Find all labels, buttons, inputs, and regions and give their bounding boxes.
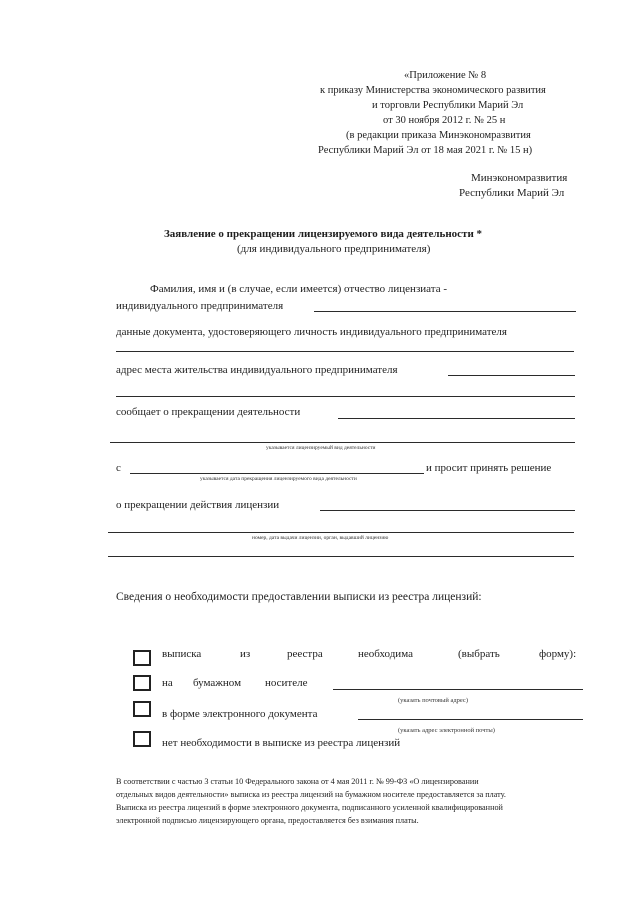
address-field-line-1[interactable] bbox=[448, 375, 575, 376]
date-caption: указывается дата прекращения лицензируемого вида деятельности bbox=[200, 476, 357, 482]
addressee-line-1: Минэкономразвития bbox=[471, 172, 568, 184]
header-line-1: «Приложение № 8 bbox=[404, 70, 487, 81]
footnote-line-1: В соответствии с частью 3 статьи 10 Федерального закона от 4 мая 2011 г. № 99-ФЗ «О лицензировании bbox=[116, 777, 479, 786]
request-label: и просит принять решение bbox=[426, 462, 552, 474]
name-label-line-2: индивидуального предпринимателя bbox=[116, 300, 284, 312]
license-caption: номер, дата выдачи лицензии, орган, выдавший лицензию bbox=[252, 535, 389, 541]
email-caption: (указать адрес электронной почты) bbox=[398, 727, 495, 734]
header-line-4: от 30 ноября 2012 г. № 25 н bbox=[383, 115, 506, 126]
footnote-line-4: электронной подписью лицензирующего органа, предоставляется без взимания платы. bbox=[116, 816, 419, 825]
id-document-label: данные документа, удостоверяющего личность индивидуального предпринимателя bbox=[116, 326, 507, 338]
electronic-option-label: в форме электронного документа bbox=[162, 708, 318, 720]
paper-extract-checkbox[interactable] bbox=[133, 675, 151, 691]
license-label: о прекращении действия лицензии bbox=[116, 499, 280, 511]
from-label: с bbox=[116, 462, 121, 474]
extract-heading: Сведения о необходимости предоставлении выписки из реестра лицензий: bbox=[116, 591, 482, 603]
extract-needed-checkbox[interactable] bbox=[133, 650, 151, 666]
electronic-extract-checkbox[interactable] bbox=[133, 701, 151, 717]
activity-field-line[interactable] bbox=[110, 442, 575, 443]
paper-option-word-1: на bbox=[162, 677, 173, 689]
footnote-line-2: отдельных видов деятельности» выписка из реестра лицензий на бумажном носителе предоставляется за плату. bbox=[116, 790, 506, 799]
header-line-3: и торговли Республики Марий Эл bbox=[372, 100, 524, 111]
termination-field-line-1[interactable] bbox=[338, 418, 575, 419]
no-extract-checkbox[interactable] bbox=[133, 731, 151, 747]
name-label-line-1: Фамилия, имя и (в случае, если имеется) отчество лицензиата - bbox=[150, 283, 448, 295]
header-line-5: (в редакции приказа Минэкономразвития bbox=[346, 130, 531, 141]
header-line-6: Республики Марий Эл от 18 мая 2021 г. № 15 н) bbox=[318, 145, 533, 156]
footnote-line-3: Выписка из реестра лицензий в форме электронного документа, подписанного усиленной квалифицированной bbox=[116, 803, 503, 812]
license-field-line-2[interactable] bbox=[108, 532, 574, 533]
extract-needed-word-3: реестра bbox=[287, 648, 323, 660]
addressee-line-2: Республики Марий Эл bbox=[459, 187, 565, 199]
paper-option-word-3: носителе bbox=[265, 677, 308, 689]
name-field-line[interactable] bbox=[314, 311, 576, 312]
id-document-field-line[interactable] bbox=[116, 351, 574, 352]
no-extract-label: нет необходимости в выписке из реестра лицензий bbox=[162, 737, 401, 749]
extract-needed-word-4: необходима bbox=[358, 648, 413, 660]
license-field-line-3[interactable] bbox=[108, 556, 574, 557]
activity-caption: указывается лицензируемый вид деятельности bbox=[266, 445, 376, 451]
document-subtitle: (для индивидуального предпринимателя) bbox=[237, 243, 431, 255]
extract-needed-word-6: форму): bbox=[539, 648, 577, 660]
extract-needed-word-1: выписка bbox=[162, 648, 202, 660]
address-label: адрес места жительства индивидуального предпринимателя bbox=[116, 364, 398, 376]
paper-option-word-2: бумажном bbox=[193, 677, 242, 689]
date-field-line[interactable] bbox=[130, 473, 424, 474]
header-line-2: к приказу Министерства экономического развития bbox=[320, 85, 546, 96]
postal-address-field-line[interactable] bbox=[333, 689, 583, 690]
extract-needed-word-5: (выбрать bbox=[458, 648, 500, 660]
address-field-line-2[interactable] bbox=[116, 396, 575, 397]
extract-needed-word-2: из bbox=[240, 648, 251, 660]
email-field-line[interactable] bbox=[358, 719, 583, 720]
document-title: Заявление о прекращении лицензируемого вида деятельности * bbox=[164, 228, 483, 240]
termination-label: сообщает о прекращении деятельности bbox=[116, 406, 301, 418]
license-field-line-1[interactable] bbox=[320, 510, 575, 511]
postal-address-caption: (указать почтовый адрес) bbox=[398, 697, 468, 704]
